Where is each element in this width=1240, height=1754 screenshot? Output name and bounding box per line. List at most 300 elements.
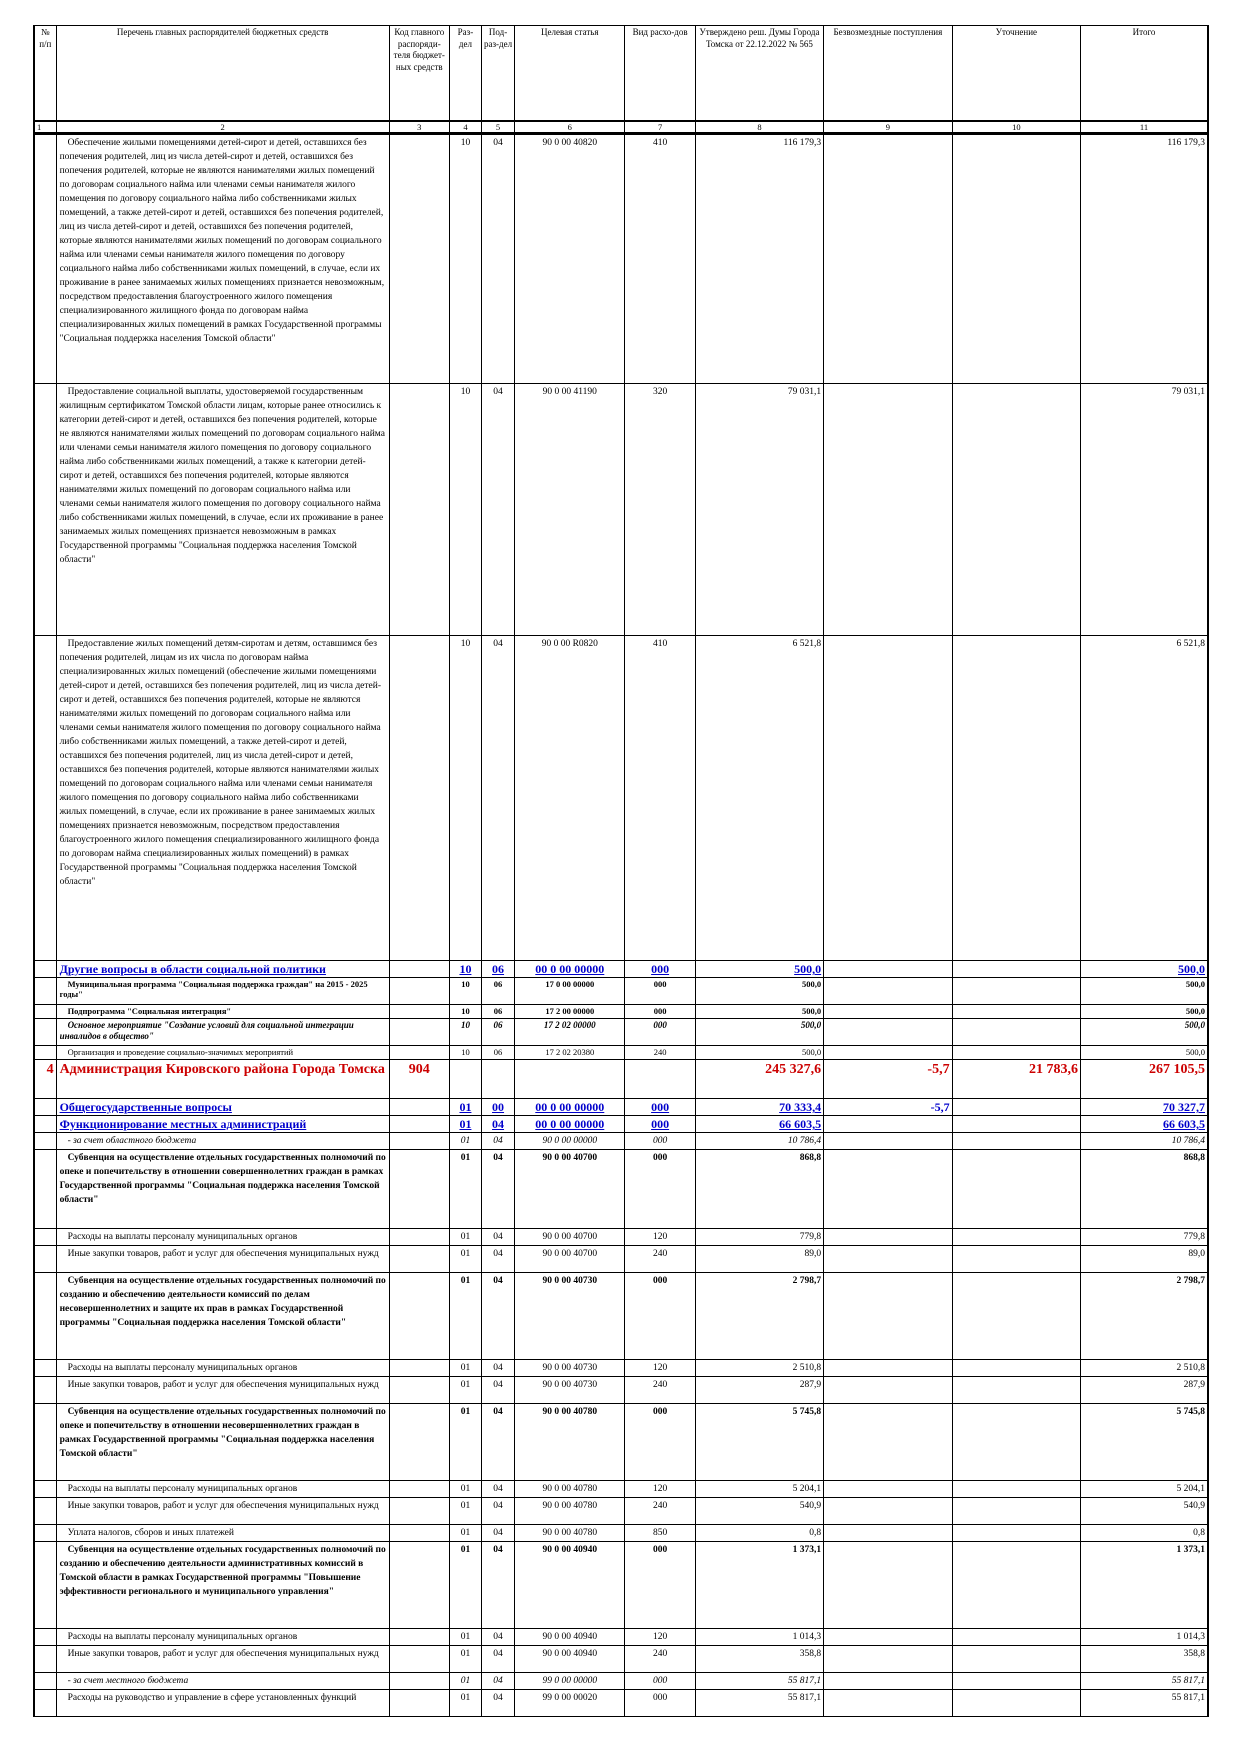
row-razdel: 01: [449, 1690, 481, 1717]
row-total: 116 179,3: [1081, 134, 1208, 384]
row-code: [389, 1629, 449, 1646]
row-vid: 000: [625, 1404, 695, 1481]
table-row: [34, 1646, 1208, 1673]
row-podrazdel: 04: [482, 1673, 515, 1690]
row-name-text: Иные закупки товаров, работ и услуг для обеспечения муниципальных нужд: [67, 1649, 379, 1659]
row-code: [389, 1542, 449, 1629]
row-name: [56, 1005, 389, 1019]
column-number: 2: [56, 121, 389, 134]
table-row: [34, 1229, 1208, 1246]
row-razdel: 10: [449, 1005, 481, 1019]
row-podrazdel: 04: [482, 1404, 515, 1481]
row-code: [389, 1116, 449, 1133]
row-name-text: Предоставление жилых помещений детям-сиротам и детям, оставшимся без попечения родителей, лицам из их числа по договорам найма специализированных жилых помещений (обеспечение жилыми помещениями детей-сирот и детей, оставшихся без попечения родителей, лиц из числа детей-сирот и детей, оставшихся без попечения родителей, которые не являются нанимателями жилых помещений по договорам социального найма или членами семьи нанимателя жилого помещения по договору социального найма либо собственниками жилых помещений, а также детей-сирот и детей, оставшихся без попечения родителей, лиц из числа детей-сирот и детей, оставшихся без попечения родителей, которые являются нанимателями жилых помещений по договорам социального найма или членами семьи нанимателя жилого помещения по договору социального найма либо собственниками жилых помещений, в случае, если их проживание в ранее занимаемых жилых помещениях признается невозможным, посредством предоставления благоустроенного жилого помещения специализированного жилищного фонда по договорам найма специализированных жилых помещений) в рамках Государственной программы "Социальная поддержка населения Томской области": [59, 639, 381, 887]
row-code: [389, 1404, 449, 1481]
row-number: [34, 384, 56, 636]
row-number: [34, 1404, 56, 1481]
row-grants: [824, 1019, 952, 1046]
row-number: [34, 636, 56, 961]
row-code: 904: [389, 1060, 449, 1099]
row-podrazdel: 06: [482, 978, 515, 1005]
row-razdel: 10: [449, 384, 481, 636]
row-total: 5 204,1: [1081, 1481, 1208, 1498]
row-number: [34, 1246, 56, 1273]
row-approved: 66 603,5: [695, 1116, 823, 1133]
row-name: [56, 1133, 389, 1150]
row-target: 90 0 00 40940: [515, 1646, 625, 1673]
row-code: [389, 1690, 449, 1717]
row-approved: 500,0: [695, 1019, 823, 1046]
row-code: [389, 1273, 449, 1360]
row-clarification: [952, 961, 1080, 978]
row-grants: [824, 1646, 952, 1673]
row-target: 00 0 00 00000: [515, 1099, 625, 1116]
table-row: [34, 1404, 1208, 1481]
row-approved: 2 510,8: [695, 1360, 823, 1377]
row-vid: 000: [625, 1690, 695, 1717]
row-approved: 55 817,1: [695, 1673, 823, 1690]
header-grants: Безвозмездные поступления: [824, 26, 952, 122]
row-approved: 868,8: [695, 1150, 823, 1229]
row-razdel: [449, 1060, 481, 1099]
row-razdel: 01: [449, 1133, 481, 1150]
row-total: 267 105,5: [1081, 1060, 1208, 1099]
row-name: [56, 1360, 389, 1377]
row-podrazdel: 04: [482, 1646, 515, 1673]
row-clarification: [952, 1273, 1080, 1360]
table-row: [34, 961, 1208, 978]
row-podrazdel: 04: [482, 636, 515, 961]
table-row: [34, 384, 1208, 636]
row-total: 66 603,5: [1081, 1116, 1208, 1133]
row-number: [34, 978, 56, 1005]
row-target: 99 0 00 00000: [515, 1673, 625, 1690]
row-code: [389, 1005, 449, 1019]
row-number: [34, 1360, 56, 1377]
row-target: 90 0 00 00000: [515, 1133, 625, 1150]
row-name-text: Муниципальная программа "Социальная поддержка граждан" на 2015 - 2025 годы": [59, 979, 368, 999]
row-name-text: Субвенция на осуществление отдельных государственных полномочий по созданию и обеспечению деятельности административных комиссий в Томской области в рамках Государственной программы "Повышение эффективности регионального и муниципального управления": [59, 1545, 386, 1597]
row-name: [56, 1046, 389, 1060]
row-target: 90 0 00 40940: [515, 1542, 625, 1629]
row-clarification: [952, 1099, 1080, 1116]
row-total: 287,9: [1081, 1377, 1208, 1404]
row-total: 500,0: [1081, 978, 1208, 1005]
row-approved: 70 333,4: [695, 1099, 823, 1116]
row-number: [34, 1116, 56, 1133]
row-grants: [824, 1404, 952, 1481]
row-target: 99 0 00 00020: [515, 1690, 625, 1717]
table-row: [34, 1273, 1208, 1360]
row-razdel: 01: [449, 1498, 481, 1525]
row-name-text: Основное мероприятие "Создание условий для социальной интеграции инвалидов в общество": [59, 1020, 354, 1041]
row-clarification: [952, 1404, 1080, 1481]
row-grants: [824, 134, 952, 384]
row-code: [389, 1646, 449, 1673]
row-vid: 000: [625, 1273, 695, 1360]
row-clarification: [952, 1377, 1080, 1404]
table-row: [34, 1046, 1208, 1060]
row-grants: [824, 1246, 952, 1273]
row-name: [56, 1646, 389, 1673]
row-vid: 240: [625, 1046, 695, 1060]
row-total: 70 327,7: [1081, 1099, 1208, 1116]
row-vid: 410: [625, 636, 695, 961]
row-vid: 240: [625, 1246, 695, 1273]
row-total: 2 510,8: [1081, 1360, 1208, 1377]
row-total: 79 031,1: [1081, 384, 1208, 636]
row-name: [56, 636, 389, 961]
budget-table-sheet: [33, 25, 1209, 1717]
row-total: 1 014,3: [1081, 1629, 1208, 1646]
row-razdel: 01: [449, 1150, 481, 1229]
row-code: [389, 636, 449, 961]
row-code: [389, 961, 449, 978]
row-grants: [824, 1360, 952, 1377]
row-approved: 287,9: [695, 1377, 823, 1404]
row-name: Общегосударственные вопросы: [56, 1099, 389, 1116]
row-vid: 410: [625, 134, 695, 384]
row-vid: 120: [625, 1360, 695, 1377]
row-name: [56, 1377, 389, 1404]
table-row: [34, 1690, 1208, 1717]
row-name: [56, 134, 389, 384]
row-podrazdel: 04: [482, 1273, 515, 1360]
row-approved: 55 817,1: [695, 1690, 823, 1717]
row-razdel: 01: [449, 1404, 481, 1481]
row-razdel: 01: [449, 1525, 481, 1542]
row-number: [34, 1646, 56, 1673]
row-approved: 540,9: [695, 1498, 823, 1525]
table-row: [34, 1005, 1208, 1019]
row-name: [56, 1542, 389, 1629]
row-code: [389, 1246, 449, 1273]
row-target: 17 2 00 00000: [515, 1005, 625, 1019]
table-row: [34, 1116, 1208, 1133]
row-name-text: Расходы на выплаты персоналу муниципальных органов: [67, 1232, 298, 1242]
row-grants: [824, 1498, 952, 1525]
row-total: 500,0: [1081, 1005, 1208, 1019]
column-number: 11: [1081, 121, 1208, 134]
header-total: Итого: [1081, 26, 1208, 122]
row-number: [34, 1377, 56, 1404]
row-number: [34, 1542, 56, 1629]
row-target: 90 0 00 40730: [515, 1273, 625, 1360]
row-total: 500,0: [1081, 1019, 1208, 1046]
row-podrazdel: 04: [482, 1246, 515, 1273]
header-num: № п/п: [34, 26, 56, 122]
row-number: [34, 1498, 56, 1525]
column-number: 3: [389, 121, 449, 134]
row-code: [389, 1099, 449, 1116]
row-vid: 000: [625, 961, 695, 978]
row-vid: 000: [625, 1133, 695, 1150]
row-vid: 000: [625, 1116, 695, 1133]
row-podrazdel: 04: [482, 1229, 515, 1246]
row-name-text: Обеспечение жилыми помещениями детей-сирот и детей, оставшихся без попечения родителей, лиц из числа детей-сирот и детей, оставшихся без попечения родителей, которые не являются нанимателями жилых помещений по договорам социального найма или членами семьи нанимателя жилого помещения по договору социального найма либо собственниками жилых помещений, а также детей-сирот и детей, оставшихся без попечения родителей, лиц из числа детей-сирот и детей, оставшихся без попечения родителей, которые являются нанимателями жилых помещений по договорам социального найма или членами семьи нанимателя жилого помещения по договору социального найма либо собственниками жилых помещений, в случае, если их проживание в ранее занимаемых жилых помещениях признается невозможным, посредством предоставления благоустроенного жилого помещения специализированного жилищного фонда по договорам найма специализированных жилых помещений в рамках Государственной программы "Социальная поддержка населения Томской области": [59, 138, 385, 344]
row-name: [56, 1481, 389, 1498]
row-vid: 240: [625, 1498, 695, 1525]
row-vid: 120: [625, 1481, 695, 1498]
row-razdel: 01: [449, 1360, 481, 1377]
row-razdel: 01: [449, 1629, 481, 1646]
row-clarification: [952, 1646, 1080, 1673]
row-target: 17 2 02 00000: [515, 1019, 625, 1046]
row-clarification: [952, 1229, 1080, 1246]
row-vid: 240: [625, 1377, 695, 1404]
row-number: [34, 1481, 56, 1498]
table-row: [34, 1019, 1208, 1046]
row-grants: [824, 1673, 952, 1690]
row-approved: 500,0: [695, 978, 823, 1005]
row-number: [34, 1229, 56, 1246]
table-row: [34, 1246, 1208, 1273]
row-razdel: 10: [449, 134, 481, 384]
row-code: [389, 978, 449, 1005]
row-code: [389, 1150, 449, 1229]
row-clarification: [952, 1246, 1080, 1273]
row-target: 90 0 00 40730: [515, 1360, 625, 1377]
row-number: [34, 134, 56, 384]
row-razdel: 01: [449, 1229, 481, 1246]
row-code: [389, 1019, 449, 1046]
column-number: 7: [625, 121, 695, 134]
row-number: [34, 1673, 56, 1690]
row-name-text: Организация и проведение социально-значимых мероприятий: [67, 1047, 294, 1057]
row-clarification: [952, 1019, 1080, 1046]
row-grants: [824, 1481, 952, 1498]
table-row: [34, 1377, 1208, 1404]
row-total: 10 786,4: [1081, 1133, 1208, 1150]
table-row: [34, 1673, 1208, 1690]
header-podrazdel: Под-раз-дел: [482, 26, 515, 122]
row-name-text: Расходы на руководство и управление в сфере установленных функций: [67, 1693, 357, 1703]
row-grants: [824, 1629, 952, 1646]
row-podrazdel: 04: [482, 1690, 515, 1717]
row-podrazdel: 04: [482, 1542, 515, 1629]
row-approved: 500,0: [695, 1046, 823, 1060]
row-name-text: Уплата налогов, сборов и иных платежей: [67, 1528, 234, 1538]
column-number: 6: [515, 121, 625, 134]
row-code: [389, 1377, 449, 1404]
row-podrazdel: 04: [482, 1133, 515, 1150]
row-target: 00 0 00 00000: [515, 961, 625, 978]
row-grants: [824, 636, 952, 961]
row-name-text: Расходы на выплаты персоналу муниципальных органов: [67, 1632, 298, 1642]
row-total: 500,0: [1081, 961, 1208, 978]
row-name-text: Субвенция на осуществление отдельных государственных полномочий по созданию и обеспечению деятельности комиссий по делам несовершеннолетних и защите их прав в рамках Государственной программы "Социальная поддержка населения Томской области": [59, 1276, 386, 1328]
header-vid: Вид расхо-дов: [625, 26, 695, 122]
row-approved: 5 745,8: [695, 1404, 823, 1481]
row-vid: 320: [625, 384, 695, 636]
row-razdel: 01: [449, 1099, 481, 1116]
row-total: 779,8: [1081, 1229, 1208, 1246]
row-target: 90 0 00 40700: [515, 1229, 625, 1246]
row-razdel: 01: [449, 1542, 481, 1629]
row-name-text: Предоставление социальной выплаты, удостоверяемой государственным жилищным сертификатом Томской области лицам, которые ранее относились к категории детей-сирот и детей, оставшихся без попечения родителей, которые не являются нанимателями жилых помещений по договорам социального найма или членами семьи нанимателя жилого помещения по договору социального найма либо собственниками жилых помещений, а также к категории детей-сирот и детей, оставшихся без попечения родителей, которые являются нанимателями жилых помещений по договорам социального найма или членами семьи нанимателя жилого помещения по договору социального найма либо собственниками жилых помещений, в случае, если их проживание в ранее занимаемых жилых помещениях признается невозможным в рамках Государственной программы "Социальная поддержка населения Томской области": [59, 387, 385, 565]
row-podrazdel: [482, 1060, 515, 1099]
row-vid: 000: [625, 1019, 695, 1046]
row-name: [56, 1273, 389, 1360]
table-body: [34, 134, 1208, 1717]
row-name: Функционирование местных администраций: [56, 1116, 389, 1133]
row-podrazdel: 04: [482, 1377, 515, 1404]
row-number: [34, 1046, 56, 1060]
row-number: [34, 1019, 56, 1046]
row-target: 90 0 00 40780: [515, 1498, 625, 1525]
row-number: [34, 1133, 56, 1150]
row-grants: [824, 1229, 952, 1246]
table-row: [34, 1150, 1208, 1229]
row-grants: [824, 978, 952, 1005]
column-number: 4: [449, 121, 481, 134]
row-grants: [824, 1377, 952, 1404]
row-name-text: Иные закупки товаров, работ и услуг для обеспечения муниципальных нужд: [67, 1380, 379, 1390]
row-total: 868,8: [1081, 1150, 1208, 1229]
row-total: 358,8: [1081, 1646, 1208, 1673]
row-name: [56, 978, 389, 1005]
row-clarification: 21 783,6: [952, 1060, 1080, 1099]
row-razdel: 10: [449, 961, 481, 978]
row-razdel: 01: [449, 1673, 481, 1690]
row-target: 90 0 00 40730: [515, 1377, 625, 1404]
row-vid: 000: [625, 1099, 695, 1116]
row-clarification: [952, 1360, 1080, 1377]
row-target: 90 0 00 40820: [515, 134, 625, 384]
row-name-text: Расходы на выплаты персоналу муниципальных органов: [67, 1484, 298, 1494]
row-name: [56, 1629, 389, 1646]
row-number: [34, 1690, 56, 1717]
row-grants: [824, 1150, 952, 1229]
row-target: 90 0 00 40780: [515, 1525, 625, 1542]
row-number: [34, 1629, 56, 1646]
row-clarification: [952, 1116, 1080, 1133]
row-approved: 1 014,3: [695, 1629, 823, 1646]
row-clarification: [952, 1005, 1080, 1019]
table-row: [34, 1133, 1208, 1150]
table-row: [34, 1060, 1208, 1099]
row-code: [389, 134, 449, 384]
row-code: [389, 1498, 449, 1525]
row-clarification: [952, 978, 1080, 1005]
row-grants: [824, 1273, 952, 1360]
table-row: [34, 636, 1208, 961]
row-razdel: 10: [449, 1046, 481, 1060]
row-total: 6 521,8: [1081, 636, 1208, 961]
row-total: 540,9: [1081, 1498, 1208, 1525]
header-name: Перечень главных распорядителей бюджетных средств: [56, 26, 389, 122]
row-podrazdel: 06: [482, 961, 515, 978]
row-podrazdel: 06: [482, 1046, 515, 1060]
row-vid: 120: [625, 1229, 695, 1246]
table-row: [34, 1481, 1208, 1498]
row-target: 17 0 00 00000: [515, 978, 625, 1005]
row-approved: 779,8: [695, 1229, 823, 1246]
row-podrazdel: 06: [482, 1019, 515, 1046]
row-grants: [824, 1046, 952, 1060]
row-razdel: 01: [449, 1377, 481, 1404]
row-name-text: - за счет местного бюджета: [67, 1676, 189, 1686]
row-name: [56, 1229, 389, 1246]
row-name-text: Иные закупки товаров, работ и услуг для обеспечения муниципальных нужд: [67, 1501, 379, 1511]
row-clarification: [952, 384, 1080, 636]
row-clarification: [952, 1133, 1080, 1150]
row-podrazdel: 04: [482, 1360, 515, 1377]
row-clarification: [952, 1150, 1080, 1229]
row-approved: 116 179,3: [695, 134, 823, 384]
table-row: [34, 134, 1208, 384]
row-vid: 240: [625, 1646, 695, 1673]
row-target: 90 0 00 R0820: [515, 636, 625, 961]
row-podrazdel: 04: [482, 1116, 515, 1133]
row-name-text: - за счет областного бюджета: [67, 1136, 197, 1146]
row-podrazdel: 00: [482, 1099, 515, 1116]
column-number: 9: [824, 121, 952, 134]
row-target: 00 0 00 00000: [515, 1116, 625, 1133]
row-clarification: [952, 1542, 1080, 1629]
row-name: [56, 1019, 389, 1046]
column-number: 10: [952, 121, 1080, 134]
row-name-text: Расходы на выплаты персоналу муниципальных органов: [67, 1363, 298, 1373]
row-podrazdel: 06: [482, 1005, 515, 1019]
header-code: Код главного распоряди-теля бюджет-ных средств: [389, 26, 449, 122]
row-total: 1 373,1: [1081, 1542, 1208, 1629]
table-row: [34, 1360, 1208, 1377]
row-code: [389, 1481, 449, 1498]
row-approved: 358,8: [695, 1646, 823, 1673]
row-clarification: [952, 1629, 1080, 1646]
row-podrazdel: 04: [482, 384, 515, 636]
row-name: [56, 1246, 389, 1273]
row-name: [56, 1673, 389, 1690]
row-name-text: Субвенция на осуществление отдельных государственных полномочий по опеке и попечительству в отношении совершеннолетних граждан в рамках Государственной программы "Социальная поддержка населения Томской области": [59, 1153, 386, 1205]
row-total: 0,8: [1081, 1525, 1208, 1542]
row-approved: 10 786,4: [695, 1133, 823, 1150]
row-clarification: [952, 1046, 1080, 1060]
row-clarification: [952, 134, 1080, 384]
row-approved: 0,8: [695, 1525, 823, 1542]
row-code: [389, 384, 449, 636]
row-clarification: [952, 1690, 1080, 1717]
row-approved: 89,0: [695, 1246, 823, 1273]
row-code: [389, 1046, 449, 1060]
row-approved: 245 327,6: [695, 1060, 823, 1099]
row-clarification: [952, 636, 1080, 961]
row-number: [34, 1273, 56, 1360]
row-name-text: Иные закупки товаров, работ и услуг для обеспечения муниципальных нужд: [67, 1249, 379, 1259]
row-podrazdel: 04: [482, 134, 515, 384]
row-code: [389, 1360, 449, 1377]
row-target: 90 0 00 40700: [515, 1150, 625, 1229]
column-number: 1: [34, 121, 56, 134]
row-razdel: 01: [449, 1646, 481, 1673]
row-total: 2 798,7: [1081, 1273, 1208, 1360]
table-row: [34, 1525, 1208, 1542]
row-code: [389, 1229, 449, 1246]
row-number: [34, 961, 56, 978]
header-clarification: Уточнение: [952, 26, 1080, 122]
row-number: [34, 1150, 56, 1229]
table-row: [34, 1498, 1208, 1525]
row-name: [56, 1498, 389, 1525]
row-grants: -5,7: [824, 1099, 952, 1116]
row-razdel: 10: [449, 1019, 481, 1046]
row-target: 90 0 00 40780: [515, 1481, 625, 1498]
row-approved: 6 521,8: [695, 636, 823, 961]
row-approved: 500,0: [695, 1005, 823, 1019]
row-grants: [824, 1133, 952, 1150]
row-clarification: [952, 1498, 1080, 1525]
